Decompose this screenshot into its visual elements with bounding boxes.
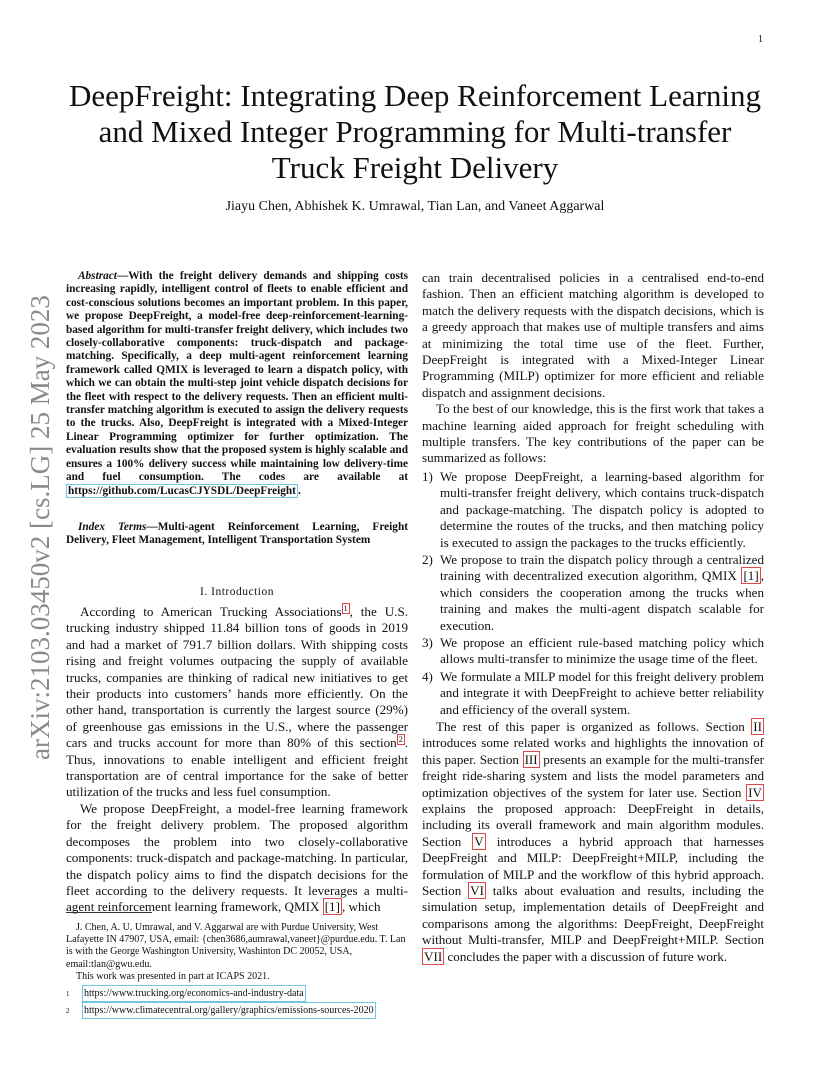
citation-link[interactable]: [1]: [324, 899, 340, 915]
intro-p2-a: We propose DeepFreight, a model-free learning framework for the freight delivery problem. The proposed algorithm decomposes the problem into two closely-collaborative components: truck-dispatch and package-matching. In particular, the dispatch policy aims to find the dispatch decisions for the fleet according to the delivery requests. It leverages a multi-agent reinforcement learning framework, QMIX: [66, 800, 408, 915]
abstract-end: .: [297, 484, 301, 497]
footnote-1: [66, 985, 408, 1002]
abstract: [66, 270, 408, 498]
outline-text: talks about evaluation and results, including the simulation setup, implementation details of DeepFreight and comparisons among the algorithms: DeepFreight, DeepFreight without Multi-transfer, MILP and DeepFreight+MILP. Section: [422, 883, 764, 948]
contribution-list: [422, 469, 764, 718]
contribution-item: [422, 469, 764, 551]
contribution-number: 4): [422, 668, 433, 684]
outline-text: explains the proposed approach: DeepFreight in details, including its overall framework and main algorithm modules. Section: [422, 801, 764, 849]
affiliation-text: J. Chen, A. U. Umrawal, and V. Aggarwal are with Purdue University, West Lafayette IN 47907, USA, email: {chen3686,aumrawal,vaneet}@purdue.edu. T. Lan is with the George Washington University, Washinton DC 20052, USA, email:tlan@gwu.edu.: [66, 922, 406, 970]
footnote-ref-1[interactable]: 1: [343, 603, 348, 613]
contribution-item: [422, 669, 764, 718]
section-ref-link[interactable]: VII: [424, 948, 443, 964]
intro-paragraph-1: [66, 604, 408, 801]
intro-text: [66, 604, 408, 916]
author-list: Jiayu Chen, Abhishek K. Umrawal, Tian Lan, and Vaneet Aggarwal: [225, 199, 605, 214]
section-ref-link[interactable]: III: [524, 751, 538, 767]
footnote-2: [66, 1002, 408, 1019]
contribution-item: [422, 635, 764, 668]
intro-p1-b: , the U.S. trucking industry shipped 11.84 billion tons of goods in 2019 and had a market of 791.7 billion dollars. With shipping costs rising and freight volumes outpacing the supply of available trucks, companies are thinking of radical new initiatives to get their products into customers’ hands more efficiently. On the other hand, transportation is currently the largest source (29%) of greenhouse gas emissions in the U.S., where the passenger cars and trucks account for more than 80% of this section: [66, 604, 408, 751]
page-number: 1: [758, 34, 763, 45]
outline-text: introduces a hybrid approach that harnesses DeepFreight and MILP: DeepFreight+MILP, including the formulation of MILP and the workflow of this hybrid approach. Section: [422, 833, 764, 899]
footnote-ref-2[interactable]: 2: [398, 734, 403, 744]
footnote-links: [66, 985, 408, 1019]
outline-text: introduces some related works and highlights the innovation of this paper. Section: [422, 735, 764, 767]
intro-paragraph-2: [66, 801, 408, 916]
contribution-text: We propose an efficient rule-based matching policy which allows multi-transfer to minimize the usage time of the fleet.: [440, 634, 764, 667]
right-paragraph-2: To the best of our knowledge, this is the first work that takes a machine learning aided approach for freight scheduling with multiple transfers. The key contributions of the paper can be summarized as follows:: [422, 401, 764, 466]
contribution-number: 1): [422, 468, 433, 484]
intro-p1-a: According to American Trucking Associations: [80, 604, 342, 619]
footnote-url[interactable]: https://www.climatecentral.org/gallery/graphics/emissions-sources-2020: [82, 1002, 376, 1019]
outline-text: concludes the paper with a discussion of future work.: [444, 948, 728, 964]
right-paragraph-1: can train decentralised policies in a centralised end-to-end fashion. Then an efficient matching algorithm is developed to match the delivery requests with the dispatch decisions, which is a greedy approach that makes use of multiple transfers and aims at minimizing the total time use of the fleet. Further, DeepFreight is integrated with a Mixed-Integer Linear Programming (MILP) optimizer for more efficient and reliable dispatch and assignment decisions.: [422, 270, 764, 400]
outline-text: presents an example for the multi-transfer freight ride-sharing system and lists the model parameters and optimization objectives of the system for later use. Section: [422, 751, 764, 800]
contribution-text: We propose to train the dispatch policy through a centralized training with decentralized execution algorithm, QMIX [1] , which considers the cooperation among the trucks when training and makes the multi-agent dispatch scalable for execution.: [440, 551, 764, 633]
affiliation-footnote: [66, 922, 408, 983]
footnote-rule: [66, 912, 152, 913]
section-heading: I. Introduction: [200, 586, 274, 598]
outline-paragraph: [422, 719, 764, 965]
abstract-text: —With the freight delivery demands and shipping costs increasing rapidly, intelligent control of fleets to enable efficient and cost-conscious solutions becomes an important problem. In this paper, we propose DeepFreight, a model-free deep-reinforcement-learning-based algorithm for multi-transfer freight delivery, which includes two closely-collaborative components: truck-dispatch and package-matching. Specifically, a deep multi-agent reinforcement learning framework called QMIX is leveraged to learn a dispatch policy, with which we can obtain the multi-step joint vehicle dispatch decisions for the fleet with respect to the delivery requests. Then an efficient multi-transfer matching algorithm is executed to assign the delivery requests to the trucks. Also, DeepFreight is integrated with a Mixed-Integer Linear Programming optimizer for further optimization. The evaluation results show that the proposed system is highly scalable and ensures a 100% delivery success while maintaining low delivery-time and fuel consumption. The codes are available at: [66, 270, 408, 484]
section-ref-link[interactable]: II: [753, 718, 762, 734]
footnote-url[interactable]: https://www.trucking.org/economics-and-industry-data: [82, 985, 306, 1002]
presented-text: This work was presented in part at ICAPS 2021.: [76, 970, 270, 982]
intro-p1-c: . Thus, innovations to enable intelligent and efficient freight transportation are of central importance for the sake of better utilization of the trucks and less fuel consumption.: [66, 735, 408, 800]
code-link[interactable]: https://github.com/LucasCJYSDL/DeepFreight: [68, 484, 296, 497]
citation-link[interactable]: [1]: [743, 568, 759, 584]
section-ref-link[interactable]: IV: [748, 784, 762, 800]
footnote-number: 1: [66, 990, 70, 998]
arxiv-side-label: arXiv:2103.03450v2 [cs.LG] 25 May 2023: [25, 295, 55, 760]
index-terms-text: —Multi-agent Reinforcement Learning, Freight Delivery, Fleet Management, Intelligent Transportation System: [66, 521, 408, 547]
contribution-item: [422, 552, 764, 634]
contribution-text: We formulate a MILP model for this freight delivery problem and integrate it with DeepFreight to achieve better reliability and efficiency of the overall system.: [440, 668, 764, 717]
section-ref-link[interactable]: V: [474, 833, 484, 849]
index-terms: [66, 521, 408, 548]
footnote-number: 2: [66, 1007, 70, 1015]
section-ref-link[interactable]: VI: [470, 883, 484, 899]
right-column-text: [422, 270, 764, 965]
index-terms-label: Index Terms: [78, 521, 147, 533]
contribution-number: 3): [422, 634, 433, 650]
paper-title: DeepFreight: Integrating Deep Reinforcement Learning and Mixed Integer Programming for Multi-transfer Truck Freight Delivery: [68, 78, 762, 185]
outline-text: The rest of this paper is organized as follows. Section: [436, 718, 752, 734]
contribution-text: We propose DeepFreight, a learning-based algorithm for multi-transfer freight delivery, which contains truck-dispatch and package-matching. The dispatch policy is adopted to determine the routes of the trucks, and then matching policy is executed to assign the packages to the trucks efficiently.: [440, 468, 764, 550]
contribution-number: 2): [422, 551, 433, 567]
intro-p2-b: , which: [341, 899, 381, 915]
abstract-label: Abstract: [78, 270, 117, 282]
